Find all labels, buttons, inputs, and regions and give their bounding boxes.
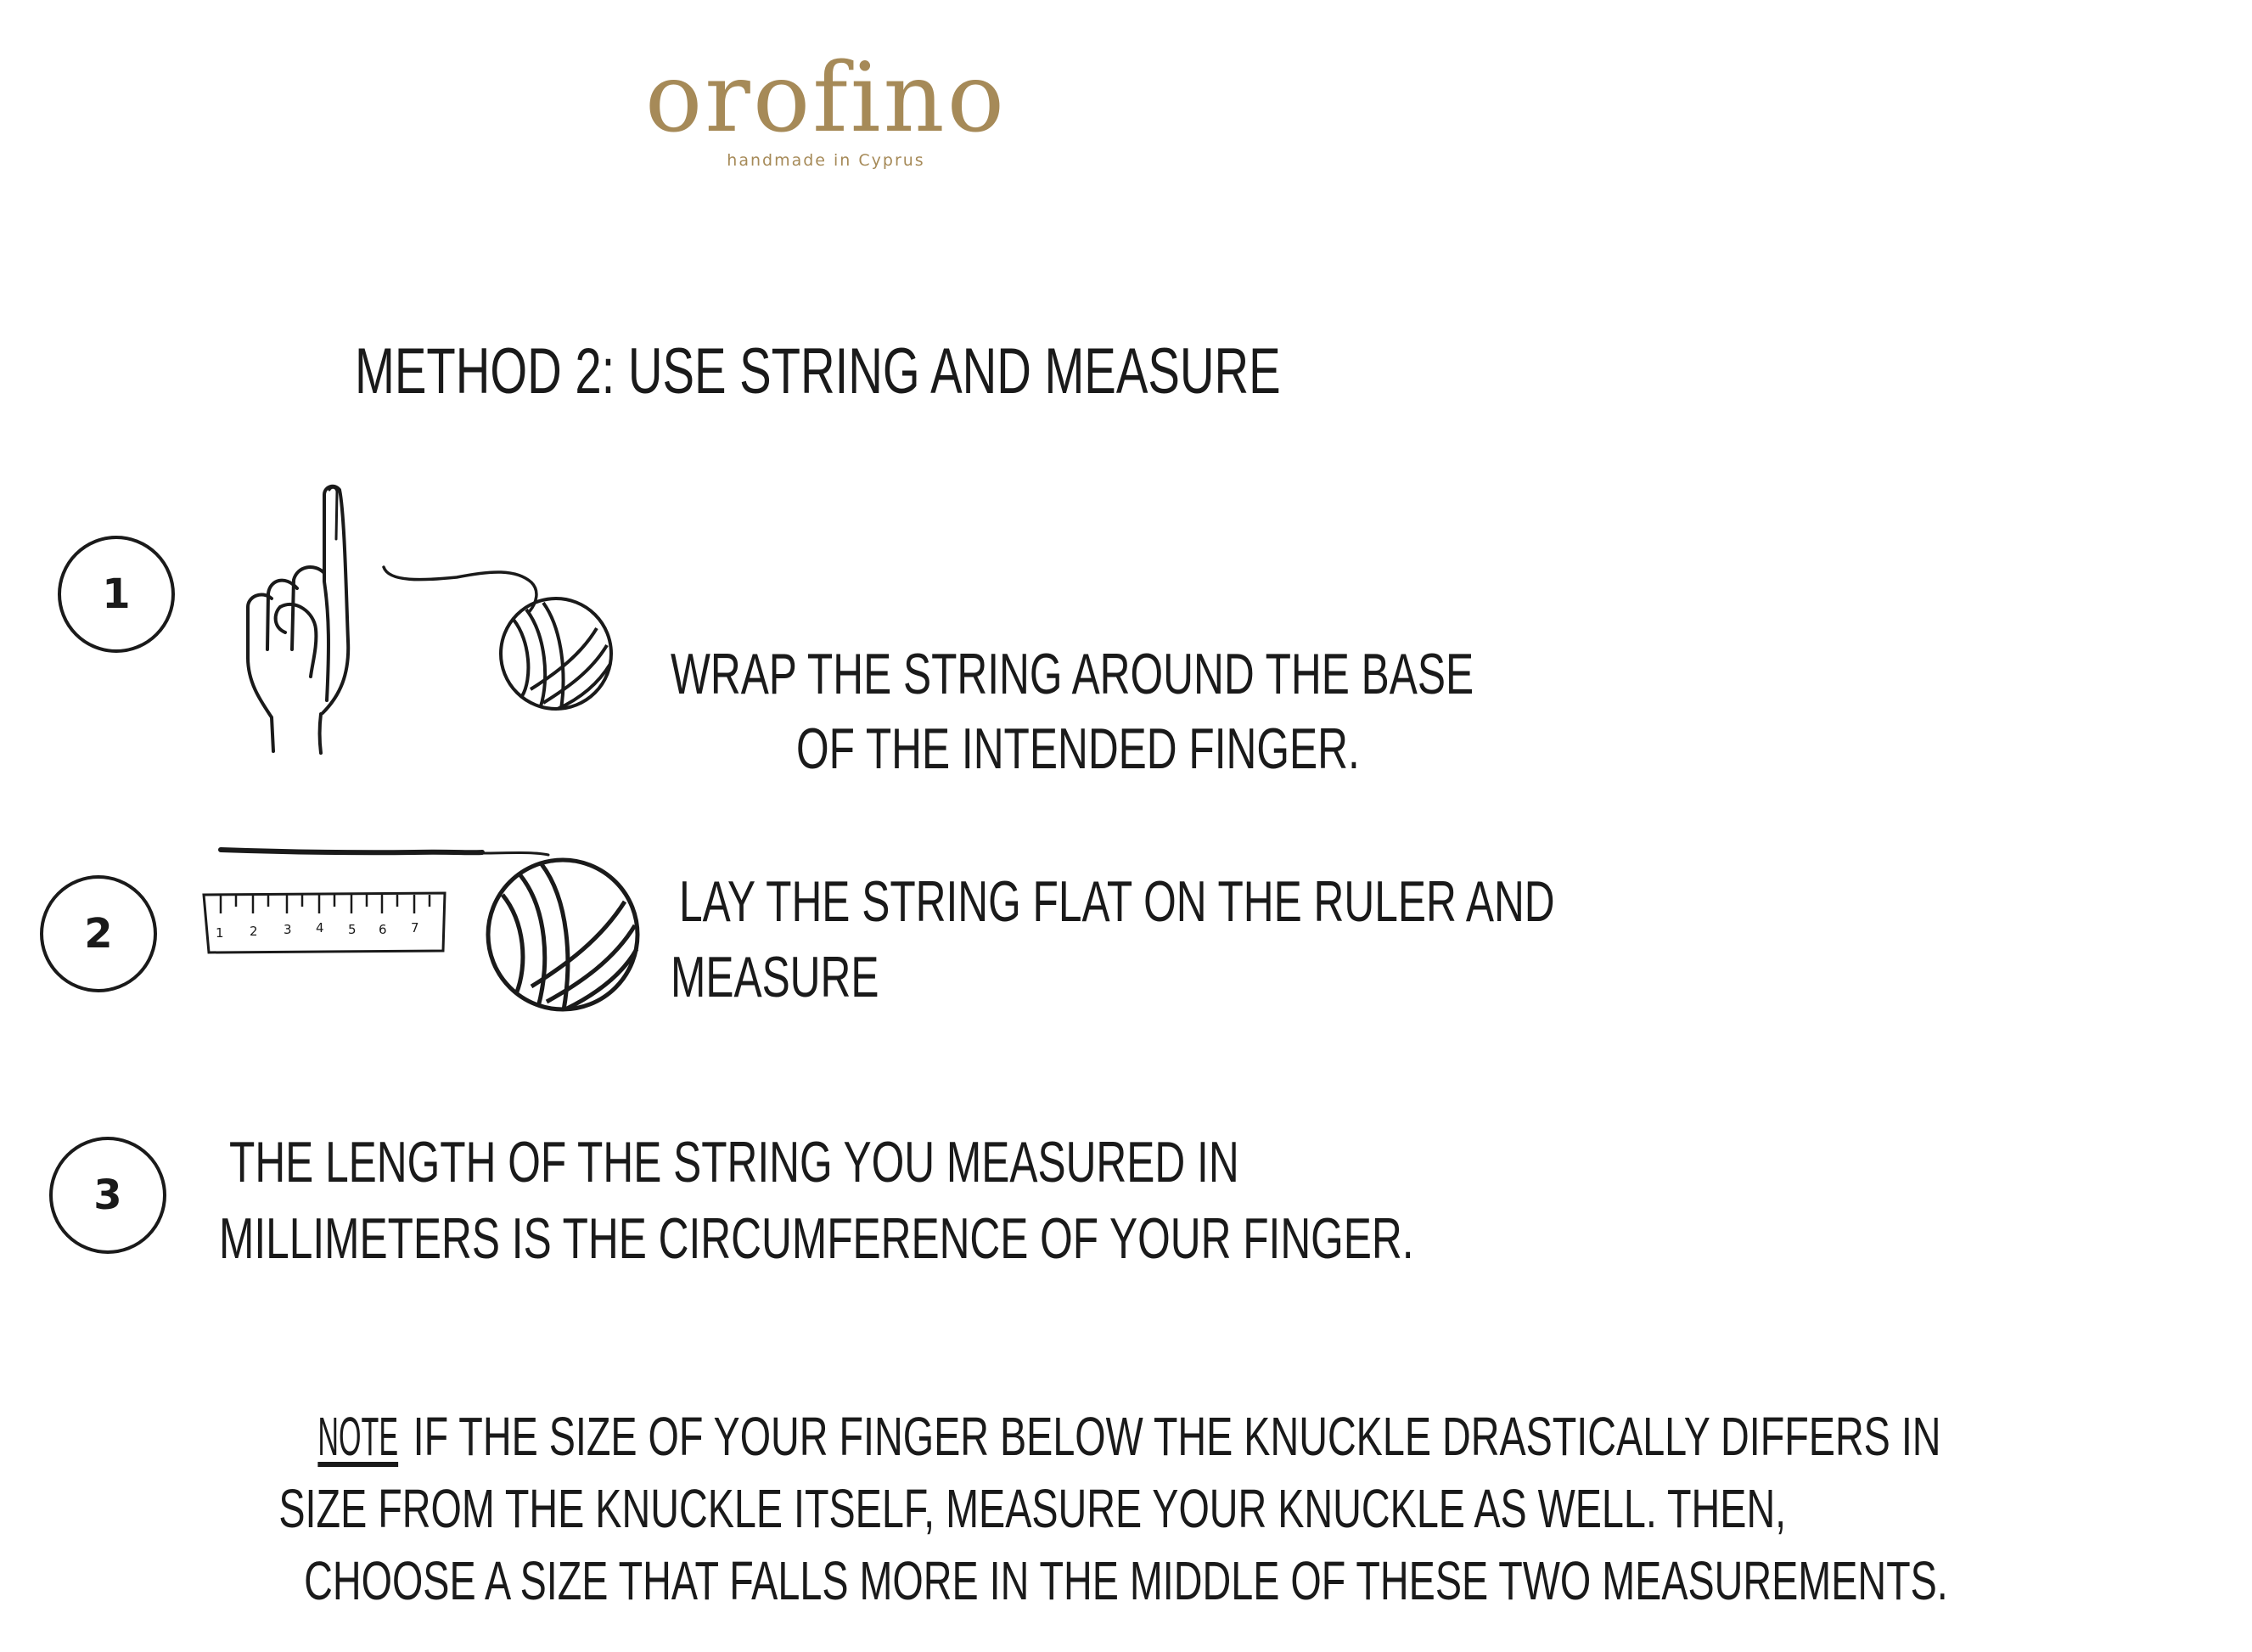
brand-tagline: handmade in Cyprus [727,151,925,170]
brand-name: orofino [644,43,1008,154]
note-label: NOTE [317,1406,399,1467]
ruler-number: 3 [284,922,292,937]
note-line-3 [0,1549,1948,1612]
brand-logo [0,34,1652,178]
note-text-2: SIZE FROM THE KNUCKLE ITSELF, MEASURE YOUR KNUCKLE AS WELL. THEN, [278,1478,1787,1539]
ruler-number: 2 [250,924,258,939]
ruler-number: 5 [348,922,357,937]
note-text-1: IF THE SIZE OF YOUR FINGER BELOW THE KNUCKLE DRASTICALLY DIFFERS IN [413,1406,1941,1467]
page-title: METHOD 2: USE STRING AND MEASURE [355,335,1281,407]
step-1-badge: 1 [58,536,175,653]
step-3-text-line-1: THE LENGTH OF THE STRING YOU MEASURED IN [229,1130,1239,1194]
yarn-ball-large-icon [482,854,643,1015]
step-2-text-line-1: LAY THE STRING FLAT ON THE RULER AND [679,869,1555,934]
ruler-number: 1 [216,925,224,941]
yarn-ball-icon [497,594,615,713]
note-line-2 [0,1477,1787,1540]
ruler-icon [202,891,448,954]
ruler-number: 7 [411,920,419,936]
step-3-badge: 3 [49,1137,166,1254]
note-text-3: CHOOSE A SIZE THAT FALLS MORE IN THE MIDDLE OF THESE TWO MEASUREMENTS. [304,1550,1948,1611]
step-3-text-line-2: MILLIMETERS IS THE CIRCUMFERENCE OF YOUR FINGER. [219,1206,1414,1271]
ruler-number: 6 [379,922,387,937]
step-2-badge: 2 [40,875,157,992]
step-2-text-line-2: MEASURE [671,945,879,1009]
step-1-text-line-2: OF THE INTENDED FINGER. [796,716,1360,781]
ruler-number: 4 [316,920,324,936]
hand-pointing-icon [229,480,373,760]
note-line-1 [0,1405,1941,1468]
step-1-text-line-1: WRAP THE STRING AROUND THE BASE [671,642,1474,706]
